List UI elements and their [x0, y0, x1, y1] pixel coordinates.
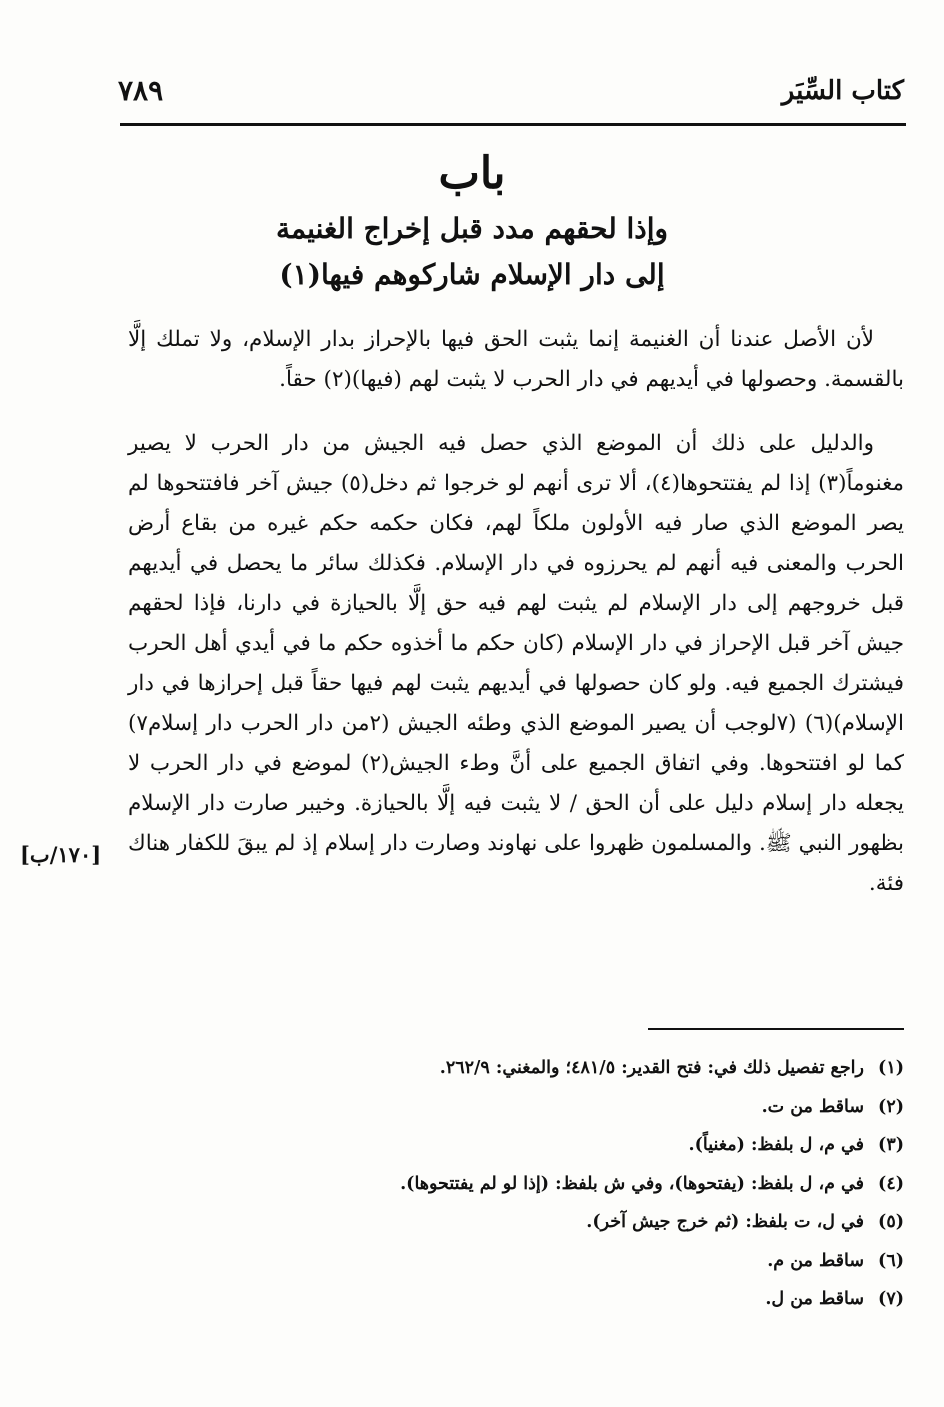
chapter-title-line-1: وإذا لحقهم مدد قبل إخراج الغنيمة [275, 212, 669, 245]
footnote-item [124, 1174, 904, 1213]
chapter-title-line-2: إلى دار الإسلام شاركوهم فيها(١) [279, 258, 665, 291]
body-paragraph-2 [128, 424, 904, 904]
footnote-text: ساقط من ت. [761, 1096, 864, 1117]
page-number: ٧٨٩ [118, 74, 164, 107]
footnote-item [124, 1251, 904, 1290]
footnote-number: (٢) [878, 1096, 904, 1117]
footnote-text: ساقط من ل. [765, 1289, 864, 1309]
paragraph-text: لأن الأصل عندنا أن الغنيمة إنما يثبت الحق فيها بالإحراز بدار الإسلام، ولا تملك إلَّا بالقسمة. وحصولها في أيديهم في دار الحرب لا يثبت لهم (فيها)(٢) حقاً. [128, 327, 904, 392]
running-header-title: كتاب السِّيَر [781, 76, 904, 106]
footnote-text: ساقط من م. [767, 1250, 864, 1271]
footnote-item [124, 1289, 904, 1328]
header-rule [120, 123, 906, 126]
footnote-text: راجع تفصيل ذلك في: فتح القدير: ٤٨١/٥؛ والمغني: ٢٦٢/٩. [439, 1058, 864, 1078]
footnote-number: (٤) [878, 1173, 904, 1194]
footnote-item [124, 1135, 904, 1174]
manuscript-folio-note: [١٧٠/ب] [20, 842, 102, 867]
footnote-text: في م، ل بلفظ: (يفتحوها)، وفي ش بلفظ: (إذا لو لم يفتتحوها). [400, 1173, 864, 1194]
footnote-number: (٦) [878, 1250, 904, 1271]
footnote-rule [648, 1028, 904, 1030]
footnote-number: (٥) [878, 1212, 904, 1232]
paragraph-text: والدليل على ذلك أن الموضع الذي حصل فيه الجيش من دار الحرب لا يصير مغنوماً(٣) إذا لم يفتتحوها(٤)، ألا ترى أنهم لو خرجوا ثم دخل(٥) جيش آخر فافتتحوها لم يصر الموضع الذي صار فيه الأولون ملكاً لهم، فكان حكمه حكم غيره من بقاع أرض الحرب والمعنى فيه أنهم لم يحرزوه في دار الإسلام. فكذلك سائر ما يحصل في أيديهم قبل خروجهم إلى دار الإسلام لم يثبت لهم فيه حق إلَّا بالحيازة في دارنا، فإذا لحقهم جيش آخر قبل الإحراز في دار الإسلام (كان حكم ما أخذوه حكم ما في أيدي أهل الحرب فيشترك الجميع فيه. ولو كان حصولها في أيديهم يثبت لهم فيها حقاً قبل إحرازها في دار الإسلام)(٦) (٧لوجب أن يصير الموضع الذي وطئه الجيش (٢من دار الحرب دار إسلام٧) كما لو افتتحوها. وفي اتفاق الجميع على أنَّ وطء الجيش(٢) لموضع في دار الحرب لا يجعله دار إسلام دليل على أن الحق / لا يثبت فيه إلَّا بالحيازة. وخيبر صارت دار الإسلام بظهور النبي ﷺ. والمسلمون ظهروا على نهاوند وصارت دار إسلام إذ لم يبقَ للكفار هناك فئة. [128, 431, 905, 896]
footnotes-list [124, 1058, 904, 1328]
footnote-item [124, 1058, 904, 1097]
body-paragraph-1 [128, 320, 904, 400]
footnote-number: (٣) [878, 1135, 904, 1155]
chapter-label: باب [438, 148, 506, 199]
footnote-item [124, 1097, 904, 1136]
footnote-text: في ل، ت بلفظ: (ثم خرج جيش آخر). [586, 1212, 864, 1232]
footnote-text: في م، ل بلفظ: (مغنياً). [688, 1135, 864, 1155]
footnote-number: (٧) [878, 1289, 904, 1309]
footnote-number: (١) [878, 1058, 904, 1078]
footnote-item [124, 1212, 904, 1251]
